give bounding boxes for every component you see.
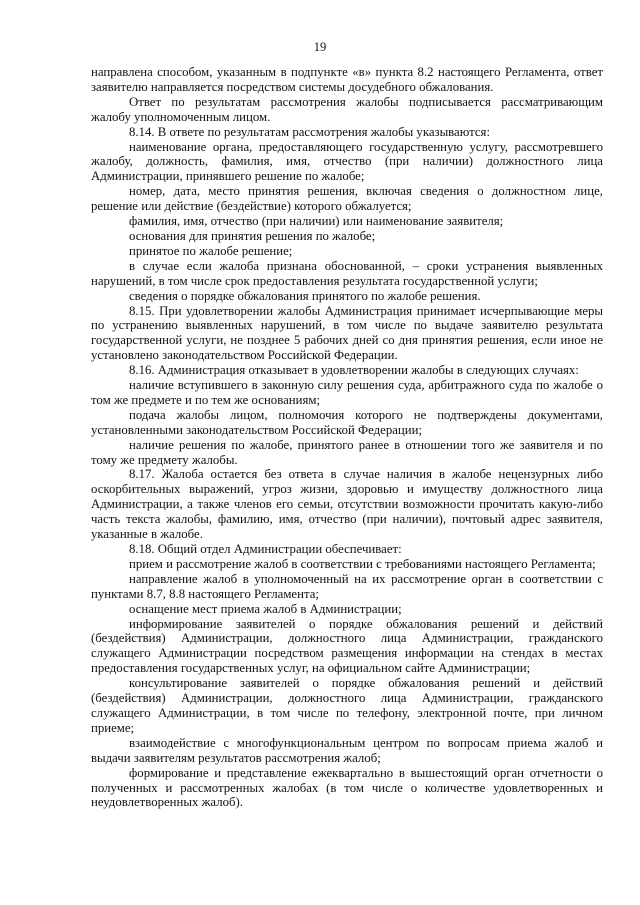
paragraph: 8.17. Жалоба остается без ответа в случае наличия в жалобе нецензурных либо оскорбительных выражений, угроз жизни, здоровью и имуществу должностного лица Администрации, а также членов его семьи, отсутствии возможности прочитать какую-либо часть текста жалобы, фамилию, имя, отчество (при наличии), почтовый адрес заявителя, указанные в жалобе. [91,467,603,542]
paragraph: консультирование заявителей о порядке обжалования решений и действий (бездействия) Администрации, должностного лица Администрации, гражданского служащего Администрации, в том числе по телефону, электронной почте, при личном приеме; [91,676,603,735]
paragraph: направлена способом, указанным в подпункте «в» пункта 8.2 настоящего Регламента, ответ заявителю направляется посредством системы досудебного обжалования. [91,65,603,94]
paragraph: 8.14. В ответе по результатам рассмотрения жалобы указываются: [129,124,490,139]
paragraph: прием и рассмотрение жалоб в соответствии с требованиями настоящего Регламента; [129,556,596,571]
document-body [91,65,603,810]
paragraph: взаимодействие с многофункциональным центром по вопросам приема жалоб и выдачи заявителям результатов рассмотрения жалоб; [91,735,603,765]
paragraph: в случае если жалоба признана обоснованной, – сроки устранения выявленных нарушений, в том числе срок предоставления результата государственной услуги; [91,258,603,288]
paragraph: наличие вступившего в законную силу решения суда, арбитражного суда по жалобе о том же предмете и по тем же основаниям; [91,378,603,407]
paragraph: номер, дата, место принятия решения, включая сведения о должностном лице, решение или действие (бездействие) которого обжалуется; [91,184,603,214]
paragraph: 8.15. При удовлетворении жалобы Администрация принимает исчерпывающие меры по устранению выявленных нарушений, в том числе по выдаче заявителю результата государственной услуги, не позднее 5 рабочих дней со дня принятия решения, если иное не установлено законодательством Российской Федерации. [91,303,603,363]
paragraph: оснащение мест приема жалоб в Администрации; [129,601,402,616]
paragraph: информирование заявителей о порядке обжалования решений и действий (бездействия) Администрации, должностного лица Администрации, гражданского служащего Администрации посредством размещения информации на стендах в местах предоставления государственных услуг, на официальном сайте Администрации; [91,616,603,676]
paragraph: 8.18. Общий отдел Администрации обеспечивает: [129,542,402,556]
page-number: 19 [313,40,327,54]
paragraph: наличие решения по жалобе, принятого ранее в отношении того же заявителя и по тому же предмету жалобы. [91,437,603,467]
paragraph: принятое по жалобе решение; [129,243,293,258]
paragraph: основания для принятия решения по жалобе; [129,228,376,243]
paragraph: Ответ по результатам рассмотрения жалобы подписывается рассматривающим жалобу уполномоченным лицом. [91,94,603,124]
paragraph: фамилия, имя, отчество (при наличии) или наименование заявителя; [129,214,504,229]
paragraph: сведения о порядке обжалования принятого по жалобе решения. [129,288,481,303]
paragraph: подача жалобы лицом, полномочия которого не подтверждены документами, установленными законодательством Российской Федерации; [91,407,603,437]
paragraph: направление жалоб в уполномоченный на их рассмотрение орган в соответствии с пунктами 8.7, 8.8 настоящего Регламента; [91,571,603,601]
paragraph: наименование органа, предоставляющего государственную услугу, рассмотревшего жалобу, должность, фамилия, имя, отчество (при наличии) должностного лица Администрации, принявшего решение по жалобе; [91,139,603,184]
paragraph: 8.16. Администрация отказывает в удовлетворении жалобы в следующих случаях: [129,363,579,378]
paragraph: формирование и представление ежеквартально в вышестоящий орган отчетности о полученных и рассмотренных жалобах (в том числе о количестве удовлетворенных и неудовлетворенных жалоб). [91,765,603,810]
